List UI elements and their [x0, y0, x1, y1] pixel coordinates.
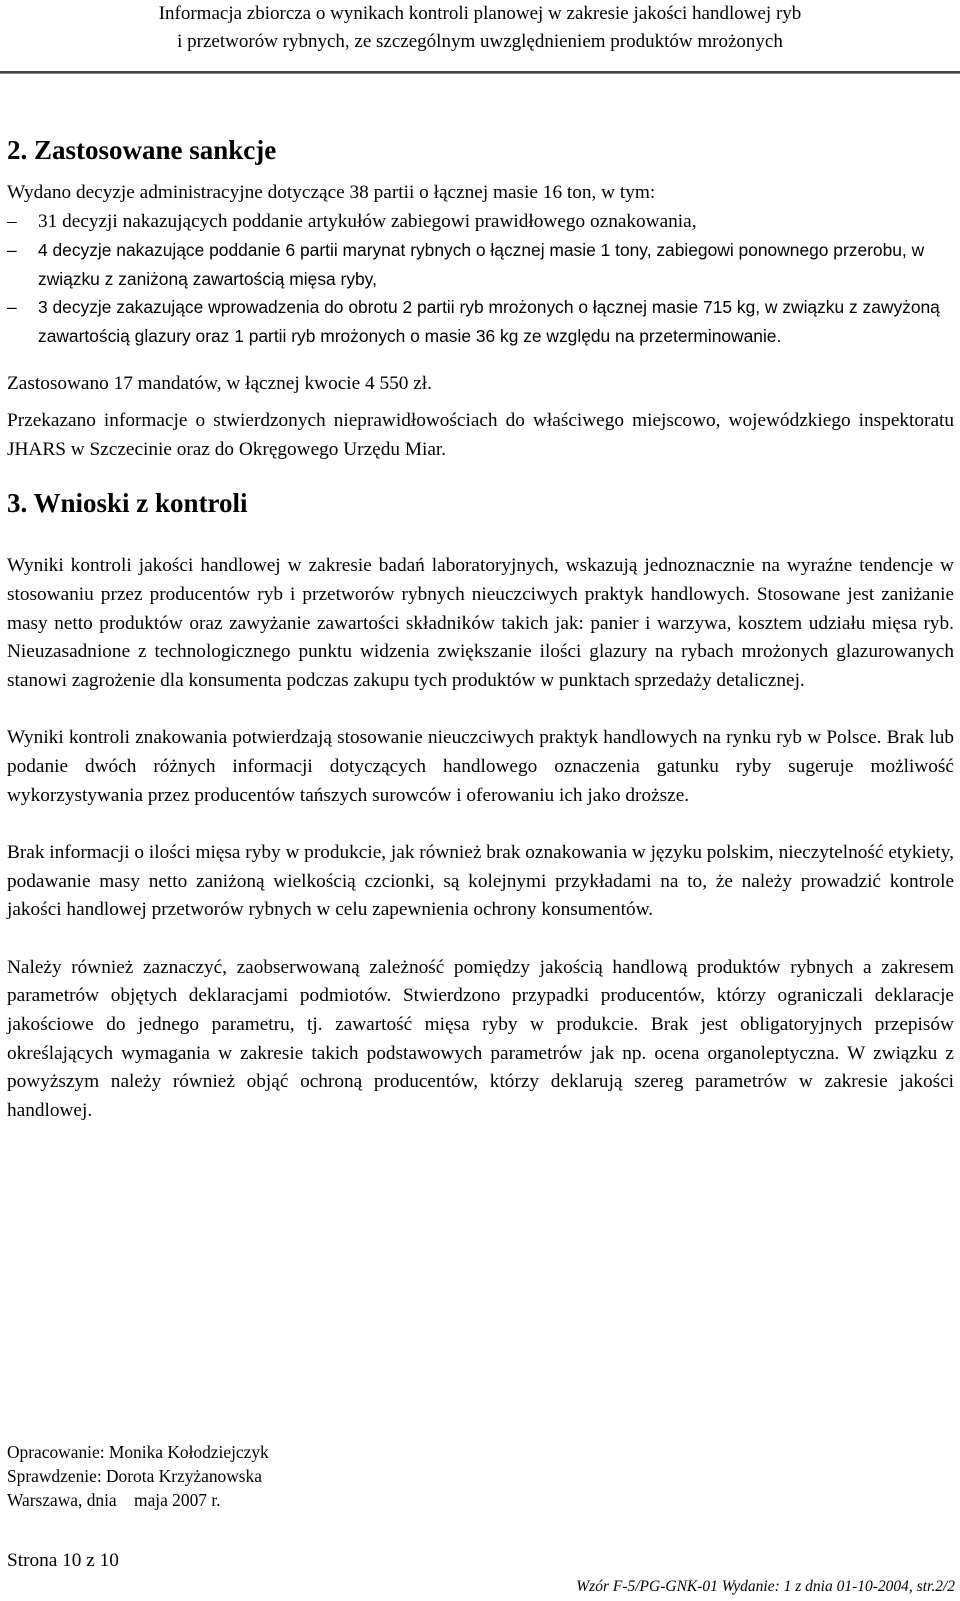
- page-number: Strona 10 z 10: [7, 1550, 119, 1571]
- conclusions-paragraph: Należy również zaznaczyć, zaobserwowaną zależność pomiędzy jakością handlową produktów rybnych a zakresem parametrów objętych deklaracjami podmiotów. Stwierdzono przypadki producentów, którzy ograniczali deklaracje jakościowe do jednego parametru, tj. zawartość mięsa ryby w produkcie. Brak jest obligatoryjnych przepisów określających wymagania w zakresie takich podstawowych parametrów jak np. ocena organoleptyczna. W związku z powyższym należy również objąć ochroną producentów, którzy deklarują szereg parametrów w zakresie jakości handlowej.: [7, 956, 954, 1121]
- sanctions-list: [7, 208, 954, 351]
- dash-bullet: –: [7, 210, 17, 232]
- place-date: Warszawa, dnia maja 2007 r.: [7, 1490, 221, 1510]
- page-header: [0, 0, 960, 56]
- conclusions-paragraph: Wyniki kontroli jakości handlowej w zakresie badań laboratoryjnych, wskazują jednoznacznie na wyraźne tendencje w stosowaniu przez producentów ryb i przetworów rybnych nieuczciwych praktyk handlowych. Stosowane jest zaniżanie masy netto produktów oraz zawyżanie zawartości składników takich jak: panier i warzywa, kosztem udziału mięsa ryb. Nieuzasadnione z technologicznego punktu widzenia zwiększanie ilości glazury na rybach mrożonych glazurowanych stanowi zagrożenie dla konsumenta podczas zakupu tych produktów w punktach sprzedaży detalicznej.: [7, 555, 954, 691]
- section-3-title: 3. Wnioski z kontroli: [7, 488, 248, 519]
- list-item: – 3 decyzje zakazujące wprowadzenia do obrotu 2 partii ryb mrożonych o łącznej masie 715 kg, w związku z zawyżoną zawartością glazury oraz 1 partii ryb mrożonych o masie 36 kg ze względu na przeterminowanie.: [7, 293, 954, 350]
- header-divider: [0, 71, 960, 74]
- list-item: – 31 decyzji nakazujących poddanie artykułów zabiegowi prawidłowego oznakowania,: [7, 208, 954, 237]
- document-body: [7, 130, 954, 1125]
- header-line-2: i przetworów rybnych, ze szczególnym uwzględnieniem produktów mrożonych: [177, 31, 783, 52]
- signature-block: [7, 1440, 269, 1512]
- conclusions-paragraph: Brak informacji o ilości mięsa ryby w produkcie, jak również brak oznakowania w języku polskim, nieczytelność etykiety, podawanie masy netto zaniżoną wielkością czcionki, są kolejnymi przykładami na to, że należy prowadzić kontrole jakości handlowej przetworów rybnych w celu zapewnienia ochrony konsumentów.: [7, 842, 954, 921]
- section-2-title: 2. Zastosowane sankcje: [7, 135, 277, 165]
- list-item: – 4 decyzje nakazujące poddanie 6 partii marynat rybnych o łącznej masie 1 tony, zabiegowi ponownego przerobu, w związku z zaniżoną zawartością mięsa ryby,: [7, 236, 954, 293]
- conclusions-paragraph: Wyniki kontroli znakowania potwierdzają stosowanie nieuczciwych praktyk handlowych na rynku ryb w Polsce. Brak lub podanie dwóch różnych informacji dotyczących handlowego oznaczenia gatunku ryby sugeruje możliwość wykorzystywania przez producentów tańszych surowców i oferowaniu ich jako droższe.: [7, 727, 954, 806]
- prepared-by: Opracowanie: Monika Kołodziejczyk: [7, 1442, 269, 1462]
- forwarded-paragraph: Przekazano informacje o stwierdzonych nieprawidłowościach do właściwego miejscowo, wojewódzkiego inspektoratu JHARS w Szczecinie oraz do Okręgowego Urzędu Miar.: [7, 410, 954, 460]
- header-line-1: Informacja zbiorcza o wynikach kontroli planowej w zakresie jakości handlowej ryb: [158, 3, 802, 24]
- checked-by: Sprawdzenie: Dorota Krzyżanowska: [7, 1466, 262, 1486]
- dash-bullet: –: [7, 297, 17, 318]
- fines-paragraph: Zastosowano 17 mandatów, w łącznej kwocie 4 550 zł.: [7, 372, 432, 394]
- dash-bullet: –: [7, 240, 17, 261]
- sanctions-intro: Wydano decyzje administracyjne dotyczące 38 partii o łącznej masie 16 ton, w tym:: [7, 182, 656, 203]
- form-code: Wzór F-5/PG-GNK-01 Wydanie: 1 z dnia 01-10-2004, str.2/2: [576, 1578, 955, 1595]
